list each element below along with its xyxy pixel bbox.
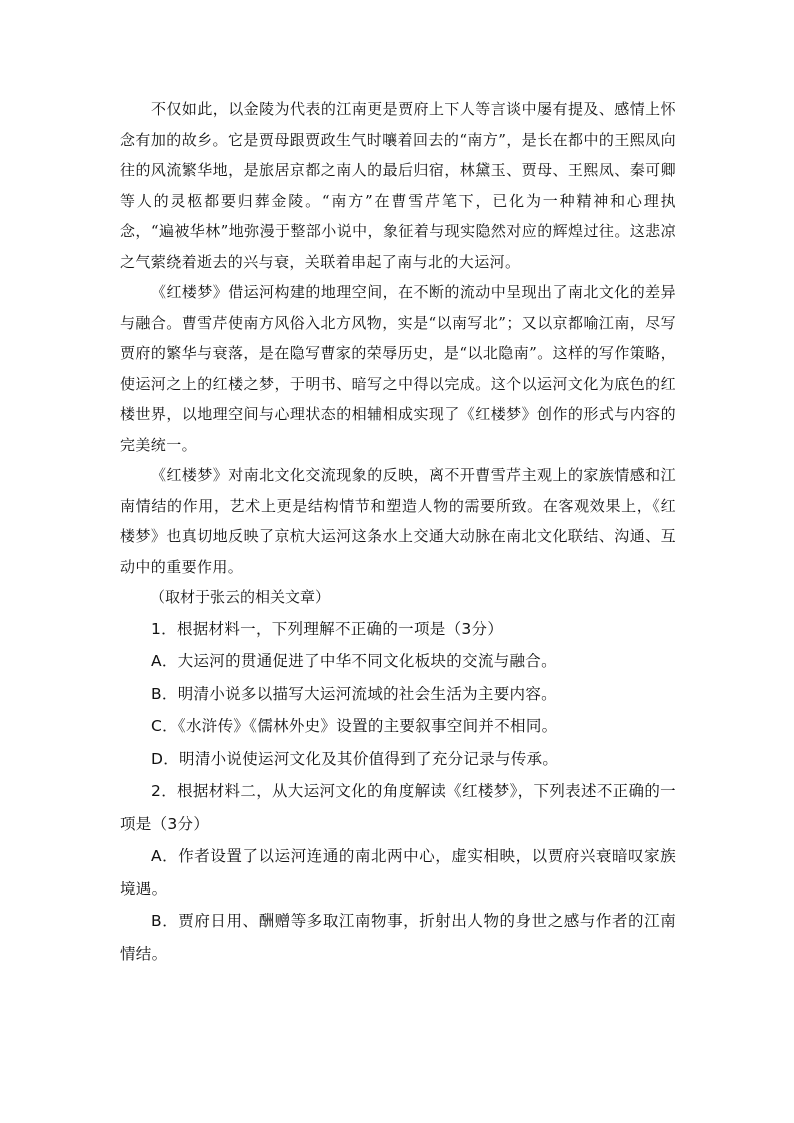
source-citation: （取材于张云的相关文章） xyxy=(150,588,331,606)
passage-paragraph-1: 不仅如此，以金陵为代表的江南更是贾府上下人等言谈中屡有提及、感情上怀念有加的故乡。它是贾母跟贾政生气时嚷着回去的“南方”，是长在都中的王熙凤向往的风流繁华地，是旅居京都之南人的最后归宿，林黛玉、贾母、王熙凤、秦可卿等人的灵柩都要归葬金陵。“南方”在曹雪芹笔下，已化为一种精神和心理执念，“遍被华林”地弥漫于整部小说中，象征着与现实隐然对应的辉煌过往。这悲凉之气萦绕着逝去的兴与衰，关联着串起了南与北的大运河。 xyxy=(120,100,676,271)
question-1 xyxy=(120,613,676,776)
question-2-stem: 2．根据材料二，从大运河文化的角度解读《红楼梦》，下列表述不正确的一项是（3分） xyxy=(120,782,676,833)
question-2-option-a: A．作者设置了以运河连通的南北两中心，虚实相映，以贾府兴衰暗叹家族境遇。 xyxy=(120,847,676,898)
page-content xyxy=(120,94,676,970)
question-1-stem: 1．根据材料一，下列理解不正确的一项是（3分） xyxy=(151,619,504,638)
question-1-option-d: D．明清小说使运河文化及其价值得到了充分记录与传承。 xyxy=(151,749,559,768)
passage-paragraph-3: 《红楼梦》对南北文化交流现象的反映，离不开曹雪芹主观上的家族情感和江南情结的作用，艺术上更是结构情节和塑造人物的需要所致。在客观效果上，《红楼梦》也真切地反映了京杭大运河这条水上交通大动脉在南北文化联结、沟通、互动中的重要作用。 xyxy=(120,466,676,576)
question-2-option-b: B．贾府日用、酬赠等多取江南物事，折射出人物的身世之感与作者的江南情结。 xyxy=(120,912,676,963)
question-2 xyxy=(120,775,676,970)
question-1-option-c: C．《水浒传》《儒林外史》设置的主要叙事空间并不相同。 xyxy=(151,717,558,735)
question-1-option-b: B．明清小说多以描写大运河流域的社会生活为主要内容。 xyxy=(151,684,557,703)
passage-paragraph-2: 《红楼梦》借运河构建的地理空间，在不断的流动中呈现出了南北文化的差异与融合。曹雪芹使南方风俗入北方风物，实是“以南写北”；又以京都喻江南，尽写贾府的繁华与衰落，是在隐写曹家的荣辱历史，是“以北隐南”。这样的写作策略，使运河之上的红楼之梦，于明书、暗写之中得以完成。这个以运河文化为底色的红楼世界，以地理空间与心理状态的相辅相成实现了《红楼梦》创作的形式与内容的完美统一。 xyxy=(120,283,676,454)
question-1-option-a: A．大运河的贯通促进了中华不同文化板块的交流与融合。 xyxy=(151,652,557,670)
